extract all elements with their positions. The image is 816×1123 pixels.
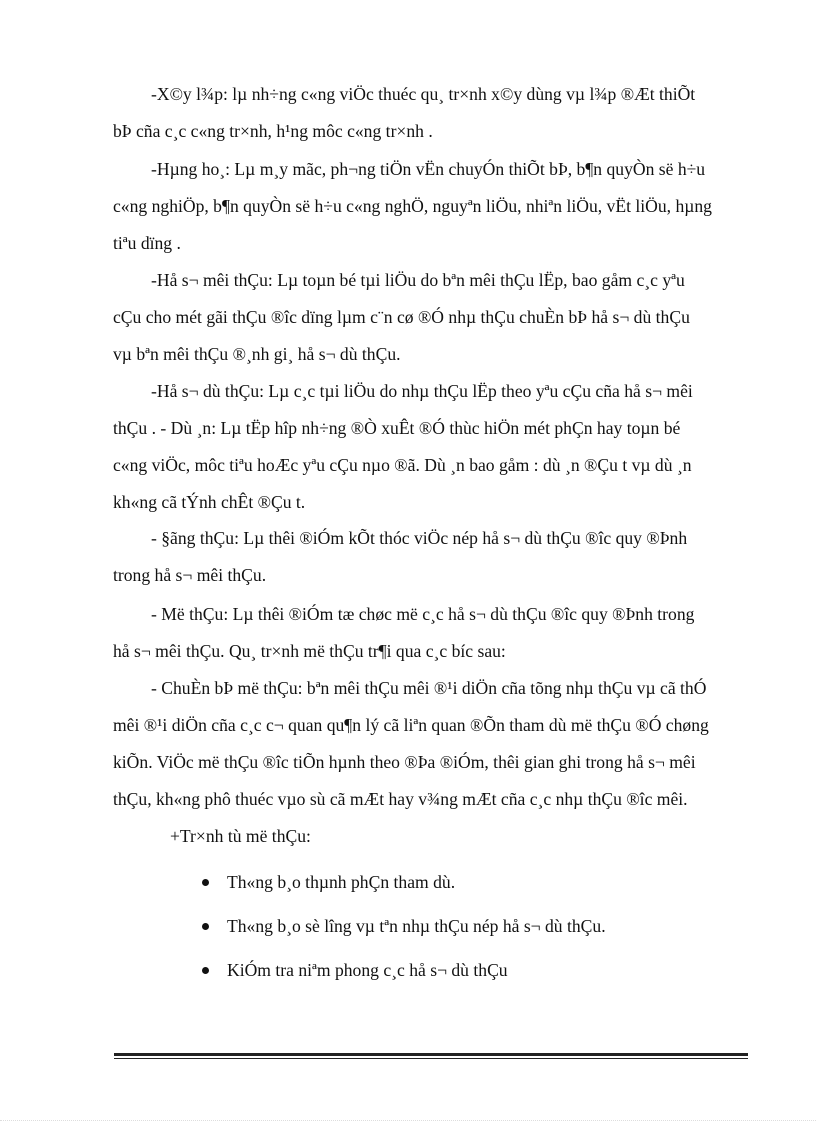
paragraph-dong-thau: [113, 520, 753, 594]
page-bottom-border: [0, 1120, 816, 1121]
list-item-text: Th«ng b¸o thµnh phÇn tham dù.: [227, 872, 456, 892]
paragraph-line: hå s¬ mêi thÇu. Qu¸ tr×nh më thÇu tr¶i qua c¸c bíc sau:: [113, 641, 506, 661]
paragraph-line: -Hå s¬ dù thÇu: Lµ c¸c tµi liÖu do nhµ thÇu lËp theo yªu cÇu cña hå s¬ mêi: [151, 381, 693, 401]
paragraph-line: vµ bªn mêi thÇu ®¸nh gi¸ hå s¬ dù thÇu.: [113, 344, 401, 364]
bullet-list: [200, 866, 606, 998]
paragraph-line: trong hå s¬ mêi thÇu.: [113, 565, 267, 585]
paragraph-line: - ChuÈn bÞ më thÇu: bªn mêi thÇu mêi ®¹i diÖn cña tõng nhµ thÇu vµ cã thÓ: [151, 678, 707, 698]
paragraph-line: -Hµng ho¸: Lµ m¸y mãc, ph¬ng tiÖn vËn chuyÓn thiÕt bÞ, b¶n quyÒn së h÷u: [151, 159, 706, 179]
paragraph-line: kiÕn. ViÖc më thÇu ®îc tiÕn hµnh theo ®Þa ®iÓm, thêi gian ghi trong hå s¬ mêi: [113, 752, 696, 772]
list-item-text: Th«ng b¸o sè lîng vµ tªn nhµ thÇu nép hå s¬ dù thÇu.: [227, 916, 606, 936]
paragraph-line: - §ãng thÇu: Lµ thêi ®iÓm kÕt thóc viÖc nép hå s¬ dù thÇu ®îc quy ®Þnh: [151, 528, 688, 548]
paragraph-line: bÞ cña c¸c c«ng tr×nh, h¹ng môc c«ng tr×nh .: [113, 121, 433, 141]
paragraph-line: cÇu cho mét gãi thÇu ®îc dïng lµm c¨n cø ®Ó nhµ thÇu chuÈn bÞ hå s¬ dù thÇu: [113, 307, 690, 327]
list-item: [200, 954, 606, 998]
paragraph-chuan-bi-mo-thau: [113, 670, 753, 818]
paragraph-line: mêi ®¹i diÖn cña c¸c c¬ quan qu¶n lý cã liªn quan ®Õn tham dù më thÇu ®Ó chøng: [113, 715, 709, 735]
list-item: [200, 910, 606, 954]
paragraph-line: thÇu . - Dù ¸n: Lµ tËp hîp nh÷ng ®Ò xuÊt ®Ó thùc hiÖn mét phÇn hay toµn bé: [113, 418, 681, 438]
paragraph-line: thÇu, kh«ng phô thuéc vµo sù cã mÆt hay v¾ng mÆt cña c¸c nhµ thÇu ®îc mêi.: [113, 789, 688, 809]
paragraph-ho-so-moi-thau: [113, 262, 753, 373]
bullet-icon: [202, 923, 209, 930]
footer-rule-thin: [114, 1058, 748, 1059]
paragraph-mo-thau: [113, 596, 753, 670]
list-item: [200, 866, 606, 910]
paragraph-line: c«ng viÖc, môc tiªu hoÆc yªu cÇu nµo ®ã. Dù ¸n bao gåm : dù ¸n ®Çu t vµ dù ¸n: [113, 455, 692, 475]
list-item-text: KiÓm tra niªm phong c¸c hå s¬ dù thÇu: [227, 960, 508, 980]
paragraph-trinh-tu-mo-thau: [170, 818, 810, 855]
bullet-icon: [202, 879, 209, 886]
paragraph-line: c«ng nghiÖp, b¶n quyÒn së h÷u c«ng nghÖ, nguyªn liÖu, nhiªn liÖu, vËt liÖu, hµng: [113, 196, 712, 216]
footer-rule-thick: [114, 1053, 748, 1056]
paragraph-line: - Më thÇu: Lµ thêi ®iÓm tæ chøc më c¸c hå s¬ dù thÇu ®îc quy ®Þnh trong: [151, 604, 695, 624]
paragraph-hang-hoa: [113, 151, 753, 262]
paragraph-xay-lap: [113, 76, 753, 150]
paragraph-ho-so-du-thau: [113, 373, 753, 521]
paragraph-line: kh«ng cã tÝnh chÊt ®Çu t.: [113, 492, 306, 512]
paragraph-line: tiªu dïng .: [113, 233, 181, 253]
paragraph-line: -X©y l¾p: lµ nh÷ng c«ng viÖc thuéc qu¸ tr×nh x©y dùng vµ l¾p ®Æt thiÕt: [151, 84, 696, 104]
bullet-icon: [202, 967, 209, 974]
paragraph-line: +Tr×nh tù më thÇu:: [170, 826, 311, 846]
paragraph-line: -Hå s¬ mêi thÇu: Lµ toµn bé tµi liÖu do bªn mêi thÇu lËp, bao gåm c¸c yªu: [151, 270, 685, 290]
